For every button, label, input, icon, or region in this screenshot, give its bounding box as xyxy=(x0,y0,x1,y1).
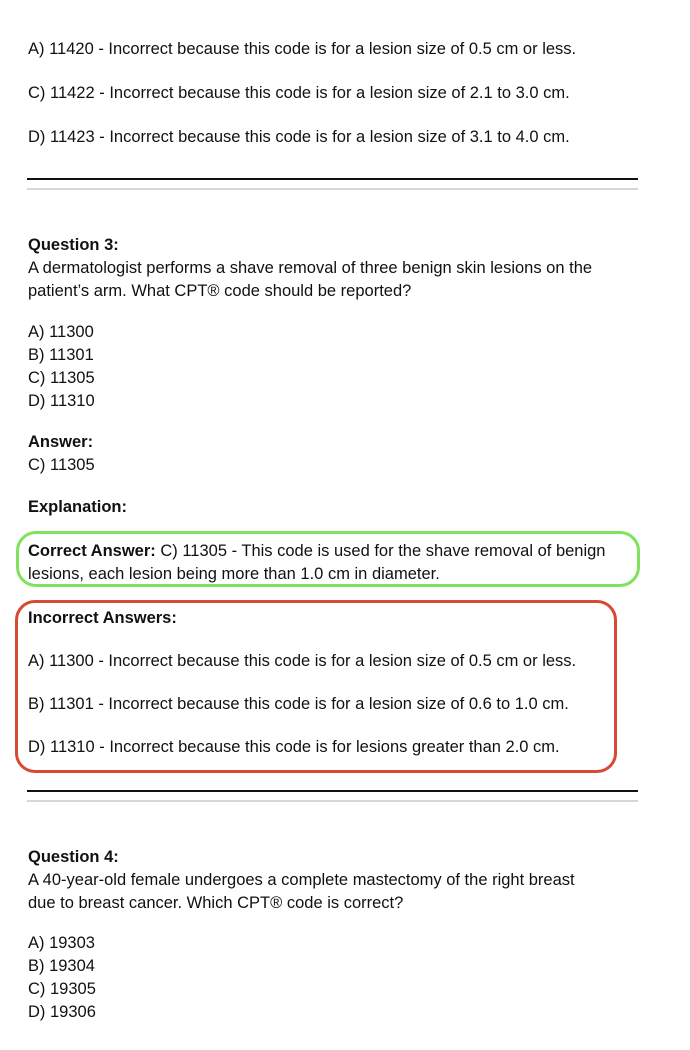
correct-answer-text: C) 11305 - This code is used for the shave removal of benign xyxy=(155,542,606,560)
question-3-option-c: C) 11305 xyxy=(28,369,95,387)
section-divider-shadow xyxy=(27,800,638,802)
question-4-option-b: B) 19304 xyxy=(28,957,95,975)
question-4-text-line1: A 40-year-old female undergoes a complete mastectomy of the right breast xyxy=(28,871,575,889)
incorrect-answer-a: A) 11300 - Incorrect because this code is for a lesion size of 0.5 cm or less. xyxy=(28,652,577,670)
incorrect-answer-d: D) 11310 - Incorrect because this code is for lesions greater than 2.0 cm. xyxy=(28,738,560,756)
answer-value: C) 11305 xyxy=(28,456,95,474)
explanation-heading: Explanation: xyxy=(28,498,128,516)
question-3-option-b: B) 11301 xyxy=(28,346,94,364)
question-3-text-line1: A dermatologist performs a shave removal of three benign skin lesions on the xyxy=(28,259,593,277)
correct-answer-label: Correct Answer: xyxy=(28,542,156,560)
question-3-option-d: D) 11310 xyxy=(28,392,95,410)
incorrect-answer-b: B) 11301 - Incorrect because this code is for a lesion size of 0.6 to 1.0 cm. xyxy=(28,695,569,713)
prev-incorrect-d: D) 11423 - Incorrect because this code is for a lesion size of 3.1 to 4.0 cm. xyxy=(28,128,570,146)
correct-answer-line2: lesions, each lesion being more than 1.0 cm in diameter. xyxy=(28,565,440,583)
question-4-option-c: C) 19305 xyxy=(28,980,96,998)
question-4-option-d: D) 19306 xyxy=(28,1003,96,1021)
prev-incorrect-a: A) 11420 - Incorrect because this code is for a lesion size of 0.5 cm or less. xyxy=(28,40,577,58)
question-4-option-a: A) 19303 xyxy=(28,934,95,952)
question-4-text-line2: due to breast cancer. Which CPT® code is correct? xyxy=(28,894,404,912)
question-4-heading: Question 4: xyxy=(28,848,119,866)
section-divider xyxy=(27,790,638,792)
question-3-heading: Question 3: xyxy=(28,236,119,254)
question-3-option-a: A) 11300 xyxy=(28,323,94,341)
correct-answer-line1 xyxy=(28,540,606,563)
prev-incorrect-c: C) 11422 - Incorrect because this code is for a lesion size of 2.1 to 3.0 cm. xyxy=(28,84,570,102)
section-divider xyxy=(27,178,638,180)
incorrect-answers-heading: Incorrect Answers: xyxy=(28,609,177,627)
section-divider-shadow xyxy=(27,188,638,190)
question-3-text-line2: patient’s arm. What CPT® code should be reported? xyxy=(28,282,412,300)
answer-heading: Answer: xyxy=(28,433,94,451)
